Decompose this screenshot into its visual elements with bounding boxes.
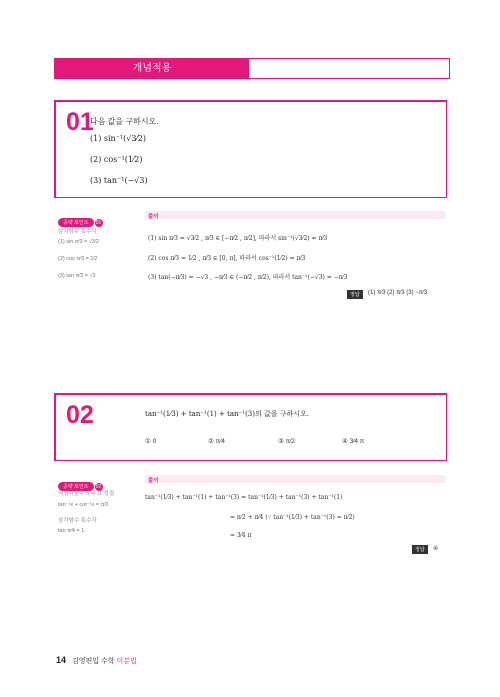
problem-number: 01 [66, 108, 94, 136]
key-point-sidebar [58, 211, 138, 291]
sidebar-line: tan⁻¹x + cot⁻¹x = π⁄2 [58, 502, 109, 508]
section-title: 개념적용 [55, 59, 249, 78]
choice-1: ① 0 [145, 438, 157, 445]
sidebar-line: 삼각함수 특수각 [58, 518, 97, 524]
solution-label: 풀이 [148, 478, 159, 484]
solution-header [145, 475, 445, 483]
solution-label: 풀이 [148, 214, 159, 220]
solution-line: (2) cos π⁄3 = 1⁄2 , π⁄3 ∈ [0, π], 따라서 cos⁻¹(1⁄2) = π⁄3 [148, 255, 306, 262]
key-point-tag: 공략 포인트 [58, 482, 94, 491]
sidebar-line: 역삼각함수의 주요 성질 [58, 491, 115, 497]
problem-instruction: 다음 값을 구하시오. [90, 117, 159, 126]
page-number: 14 [56, 655, 67, 665]
answer-tag: 정답 [347, 290, 363, 299]
section-header [54, 58, 450, 79]
page-footer [56, 655, 137, 666]
problem-item-1: (1) sin⁻¹(√3⁄2) [90, 134, 146, 143]
problem-number: 02 [66, 401, 94, 429]
solution-line: tan⁻¹(1⁄3) + tan⁻¹(1) + tan⁻¹(3) = tan⁻¹(1⁄3) + tan⁻¹(3) + tan⁻¹(1) [145, 494, 343, 501]
solution-line: (1) sin π⁄3 = √3⁄2 , π⁄3 ∈ [−π⁄2 , π⁄2], 따라서 sin⁻¹(√3⁄2) = π⁄3 [148, 235, 328, 242]
key-point-tag: 공략 포인트 [58, 218, 94, 227]
answer-tag: 정답 [412, 545, 428, 554]
problem-item-3: (3) tan⁻¹(−√3) [90, 176, 148, 185]
problem-item-2: (2) cos⁻¹(1⁄2) [90, 155, 143, 164]
solution-header [145, 211, 445, 219]
sidebar-line: 삼각함수 특수각 [58, 229, 97, 235]
book-title: 김영편입 수학 [72, 658, 115, 665]
problem-question: tan⁻¹(1⁄3) + tan⁻¹(1) + tan⁻¹(3)의 값을 구하시오. [145, 410, 309, 418]
answer-text: ④ [433, 546, 439, 552]
problem-box-02 [54, 393, 447, 461]
sidebar-line: (1) sin π⁄3 = √3⁄2 [58, 239, 99, 245]
section-name: 미분법 [116, 658, 137, 665]
answer-text: (1) π⁄3 (2) π⁄3 (3) −π⁄3 [368, 290, 428, 296]
key-point-number: 02 [95, 484, 102, 490]
choice-4: ④ 3⁄4 π [342, 438, 365, 445]
solution-line: (3) tan(−π⁄3) = −√3 , −π⁄3 ∈ (−π⁄2 , π⁄2), 따라서 tan⁻¹(−√3) = −π⁄3 [148, 274, 348, 281]
sidebar-line: (3) tan π⁄3 = √3 [58, 273, 96, 279]
key-point-sidebar [58, 475, 138, 555]
solution-line: = π⁄2 + π⁄4 (∵ tan⁻¹(1⁄3) + tan⁻¹(3) = π⁄2) [230, 514, 355, 521]
choice-2: ② π⁄4 [208, 438, 225, 445]
choice-3: ③ π⁄2 [278, 438, 295, 445]
sidebar-line: tan π⁄4 = 1 [58, 528, 85, 534]
sidebar-line: (2) cos π⁄3 = 1⁄2 [58, 256, 98, 262]
key-point-number: 01 [95, 220, 102, 226]
solution-line: = 3⁄4 π [230, 532, 252, 539]
